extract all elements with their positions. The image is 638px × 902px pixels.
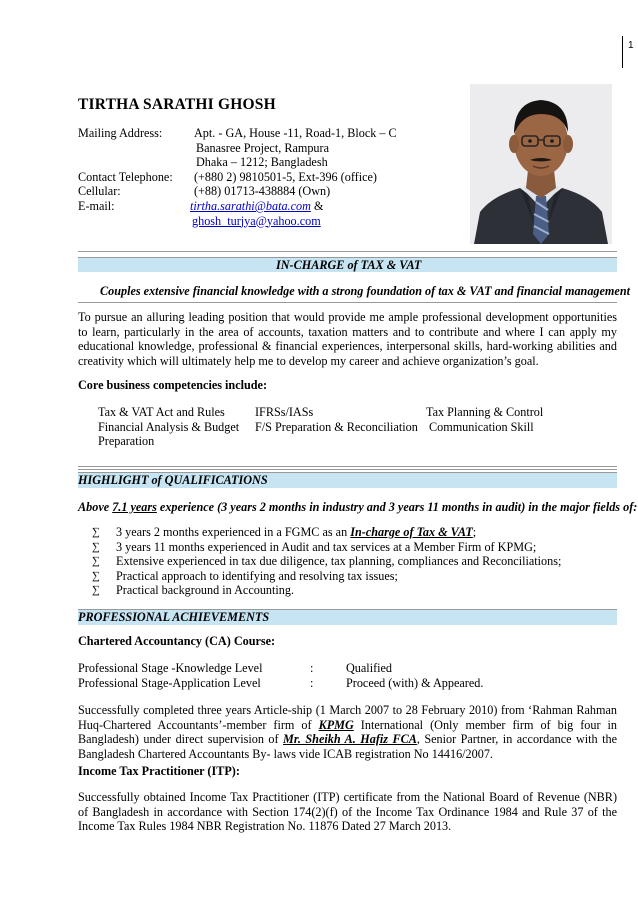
bullet-text: Practical background in Accounting. xyxy=(116,583,295,598)
competency-item: Financial Analysis & Budget xyxy=(98,419,240,434)
ca-stages xyxy=(78,661,498,690)
cell-label: Cellular: xyxy=(78,184,121,199)
competency-item: Tax & VAT Act and Rules xyxy=(98,405,225,419)
page-number: 1 xyxy=(628,40,634,51)
contact-block xyxy=(78,126,438,228)
cell-value: (+88) 01713-438884 (Own) xyxy=(194,184,331,199)
highlight-band xyxy=(78,472,617,488)
bullet-text: 3 years 11 months experienced in Audit and tax services at a Member Firm of KPMG; xyxy=(116,539,537,554)
achievements-title: PROFESSIONAL ACHIEVEMENTS xyxy=(78,610,270,624)
mailing-row-1 xyxy=(78,126,438,141)
experience-years: 7.1 years xyxy=(112,500,157,514)
supervisor-name: Mr. Sheikh A. Hafiz FCA xyxy=(283,732,417,747)
mailing-line-3: Dhaka – 1212; Bangladesh xyxy=(196,155,328,170)
email-row-2 xyxy=(78,214,438,229)
itp-heading: Income Tax Practitioner (ITP): xyxy=(78,764,240,778)
competency-item: IFRSs/IASs xyxy=(255,405,314,419)
competencies-heading: Core business competencies include: xyxy=(78,378,268,392)
mailing-label: Mailing Address: xyxy=(78,126,163,140)
ca-heading: Chartered Accountancy (CA) Course: xyxy=(78,634,276,648)
experience-prefix: Above xyxy=(78,500,113,514)
achievements-band xyxy=(78,609,617,625)
mailing-line-1: Apt. - GA, House -11, Road-1, Block – C xyxy=(194,126,397,140)
experience-summary xyxy=(78,500,637,515)
bullet-text: Practical approach to identifying and resolving tax issues; xyxy=(116,568,398,583)
articleship-text-3: , Senior Partner, in accordance with the Bangladesh Chartered Accountants By- laws vide ICAB registration No 14416/2007. xyxy=(78,732,617,761)
profile-photo-illustration xyxy=(470,84,612,244)
sigma-bullet-icon: ∑ xyxy=(92,555,100,568)
articleship-paragraph xyxy=(78,703,617,761)
stage-label: Professional Stage -Knowledge Level xyxy=(78,661,263,675)
bullet-emphasis: In-charge of Tax & VAT xyxy=(350,525,473,539)
phone-value: (+880 2) 9810501-5, Ext-396 (office) xyxy=(194,169,377,184)
mailing-row-2 xyxy=(78,141,438,156)
tagline: Couples extensive financial knowledge with a strong foundation of tax & VAT and financial management xyxy=(100,284,630,298)
stage-value: Qualified xyxy=(346,661,393,675)
email-ampersand: & xyxy=(310,198,324,213)
page-number-rule xyxy=(622,36,623,68)
cell-row xyxy=(78,184,438,199)
sigma-bullet-icon: ∑ xyxy=(92,526,100,538)
sigma-bullet-icon: ∑ xyxy=(92,569,100,582)
sigma-bullet-icon: ∑ xyxy=(92,584,100,597)
stage-row xyxy=(78,661,498,676)
top-divider xyxy=(78,251,617,252)
bullet-text: 3 years 2 months experienced in a FGMC as an xyxy=(116,525,351,539)
articleship-text-2: International (Only member firm of big four in Bangladesh) under direct supervision of xyxy=(78,717,618,747)
sigma-bullet-icon: ∑ xyxy=(92,540,100,553)
phone-label: Contact Telephone: xyxy=(78,169,173,184)
mailing-line-2: Banasree Project, Rampura xyxy=(196,140,329,155)
phone-row xyxy=(78,170,438,185)
stage-colon: : xyxy=(310,675,314,690)
competency-item: Communication Skill xyxy=(429,419,534,434)
candidate-name: TIRTHA SARATHI GHOSH xyxy=(78,96,276,113)
tagline-divider xyxy=(78,302,617,303)
competency-item: Preparation xyxy=(98,434,155,449)
email-link-2[interactable]: ghosh_turjya@yahoo.com xyxy=(192,213,321,228)
bullet-text: Extensive experienced in tax due diligence, tax planning, compliances and Reconciliations; xyxy=(116,554,562,569)
kpmg-emphasis: KPMG xyxy=(318,717,354,732)
email-label: E-mail: xyxy=(78,198,115,213)
itp-paragraph: Successfully obtained Income Tax Practitioner (ITP) certificate from the National Board of Revenue (NBR) of Bangladesh in accordance with Section 174(2)(f) of the Income Tax Ordinance 1984 and Rule 37 of the Income Tax Rules 1984 NBR Registration No. 11876 Dated 27 March 2013. xyxy=(78,790,617,834)
stage-value: Proceed (with) & Appeared. xyxy=(346,675,484,690)
position-title: IN-CHARGE of TAX & VAT xyxy=(276,258,422,272)
highlight-divider xyxy=(78,466,617,470)
email-link-1[interactable]: tirtha.sarathi@bata.com xyxy=(190,198,311,213)
email-row xyxy=(78,199,438,214)
position-title-band xyxy=(78,257,617,272)
experience-suffix: experience (3 years 2 months in industry and 3 years 11 months in audit) in the major fields of: xyxy=(156,500,638,514)
competency-item: Tax Planning & Control xyxy=(426,405,544,419)
profile-photo xyxy=(470,84,612,244)
articleship-text-1: Successfully completed three years Article-ship (1 March 2007 to 28 February 2010) from ‘Rahman Rahman Huq-Chartered Accountants’-member firm of xyxy=(78,703,617,732)
competency-item: F/S Preparation & Reconciliation xyxy=(255,419,418,434)
bullet-text-end: ; xyxy=(472,525,477,539)
stage-label: Professional Stage-Application Level xyxy=(78,675,261,690)
career-objective: To pursue an alluring leading position that would provide me ample professional development opportunities to learn, particularly in the area of accounts, taxation matters and to contribute and where I can apply my educational knowledge, professional & financial experiences, interpersonal skills, hard-working abilities and creativity which will ultimately help me to develop my career and achieve organization’s goal. xyxy=(78,310,617,368)
highlight-title: HIGHLIGHT of QUALIFICATIONS xyxy=(78,473,268,487)
stage-row xyxy=(78,676,498,691)
stage-colon: : xyxy=(310,661,314,675)
mailing-row-3 xyxy=(78,155,438,170)
